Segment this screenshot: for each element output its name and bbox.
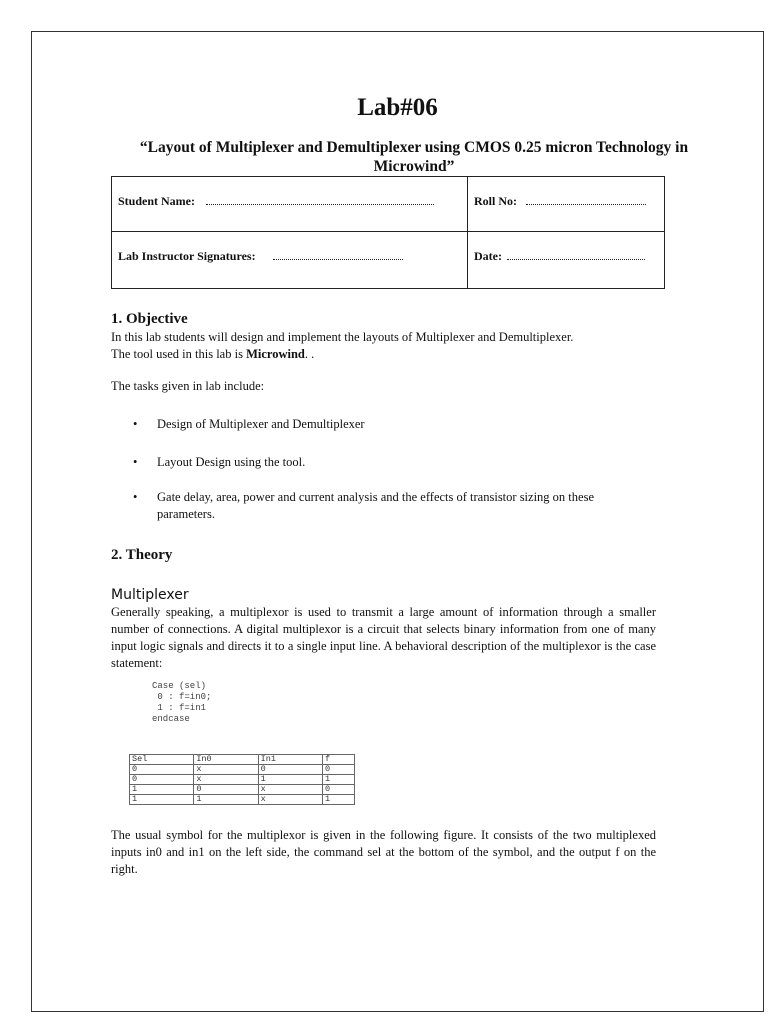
table-row <box>130 765 355 775</box>
instructor-signature-field[interactable] <box>273 249 403 260</box>
table-cell: 1 <box>258 775 322 785</box>
table-divider-horizontal <box>112 231 664 232</box>
code-line: 0 : f=in0; <box>152 692 212 702</box>
bullet-icon: • <box>133 490 138 504</box>
table-cell: 0 <box>322 785 354 795</box>
table-cell: 0 <box>322 765 354 775</box>
table-cell: 0 <box>258 765 322 775</box>
date-label: Date: <box>474 249 502 263</box>
list-item: • Design of Multiplexer and Demultiplexer <box>133 417 365 431</box>
document-page <box>31 31 764 1012</box>
column-header: In1 <box>258 755 322 765</box>
objective-heading: 1. Objective <box>111 311 188 327</box>
student-name-cell <box>118 194 434 209</box>
bullet-icon: • <box>133 417 138 431</box>
list-item: • Gate delay, area, power and current analysis and the effects of transistor sizing on these parameters. <box>133 490 594 521</box>
student-name-field[interactable] <box>206 194 434 205</box>
date-cell <box>474 249 645 264</box>
table-cell: 1 <box>130 795 194 805</box>
table-row <box>130 795 355 805</box>
list-item: • Layout Design using the tool. <box>133 455 306 469</box>
table-cell: 1 <box>194 795 258 805</box>
theory-heading: 2. Theory <box>111 547 173 563</box>
column-header: In0 <box>194 755 258 765</box>
roll-no-field[interactable] <box>526 194 646 205</box>
column-header: f <box>322 755 354 765</box>
date-field[interactable] <box>507 249 645 260</box>
multiplexer-subheading: Multiplexer <box>111 587 189 603</box>
table-cell: x <box>258 785 322 795</box>
table-row <box>130 775 355 785</box>
lab-title: Lab#06 <box>357 94 438 121</box>
instructor-signature-label: Lab Instructor Signatures: <box>118 249 256 263</box>
table-cell: x <box>194 765 258 775</box>
table-header-row <box>130 755 355 765</box>
table-cell: 1 <box>322 795 354 805</box>
table-cell: x <box>194 775 258 785</box>
table-cell: 0 <box>194 785 258 795</box>
bullet-icon: • <box>133 455 138 469</box>
table-row <box>130 785 355 795</box>
roll-no-cell <box>474 194 646 209</box>
table-cell: 1 <box>322 775 354 785</box>
symbol-description-paragraph: The usual symbol for the multiplexor is given in the following figure. It consists of the two multiplexed inputs in0 and in1 on the left side, the command sel at the bottom of the symbol, and the output f on the right. <box>111 828 656 876</box>
objective-paragraph <box>111 329 591 363</box>
objective-text-suffix: . . <box>304 347 315 361</box>
student-name-label: Student Name: <box>118 194 195 208</box>
table-cell: 1 <box>130 785 194 795</box>
code-line: endcase <box>152 714 190 724</box>
student-info-table <box>111 176 665 289</box>
tasks-intro: The tasks given in lab include: <box>111 379 265 393</box>
code-line: Case (sel) <box>152 681 207 691</box>
roll-no-label: Roll No: <box>474 194 517 208</box>
code-line: 1 : f=in1 <box>152 703 207 713</box>
instructor-cell <box>118 249 403 264</box>
column-header: Sel <box>130 755 194 765</box>
lab-subtitle: “Layout of Multiplexer and Demultiplexer using CMOS 0.25 micron Technology in Microwind” <box>139 139 689 175</box>
case-statement-code <box>152 681 211 725</box>
objective-text-prefix: In this lab students will design and implement the layouts of Multiplexer and Demultiplexer. The tool used in this lab is <box>111 330 574 361</box>
tool-name: Microwind <box>246 347 305 361</box>
table-cell: 0 <box>130 765 194 775</box>
table-cell: x <box>258 795 322 805</box>
truth-table <box>129 754 355 805</box>
table-cell: 0 <box>130 775 194 785</box>
multiplexer-paragraph: Generally speaking, a multiplexor is used to transmit a large amount of information through a smaller number of connections. A digital multiplexor is a circuit that selects binary information from one of many input logic signals and directs it to a single input line. A behavioral description of the multiplexor is the case statement: <box>111 605 656 670</box>
table-divider-vertical <box>467 177 468 288</box>
